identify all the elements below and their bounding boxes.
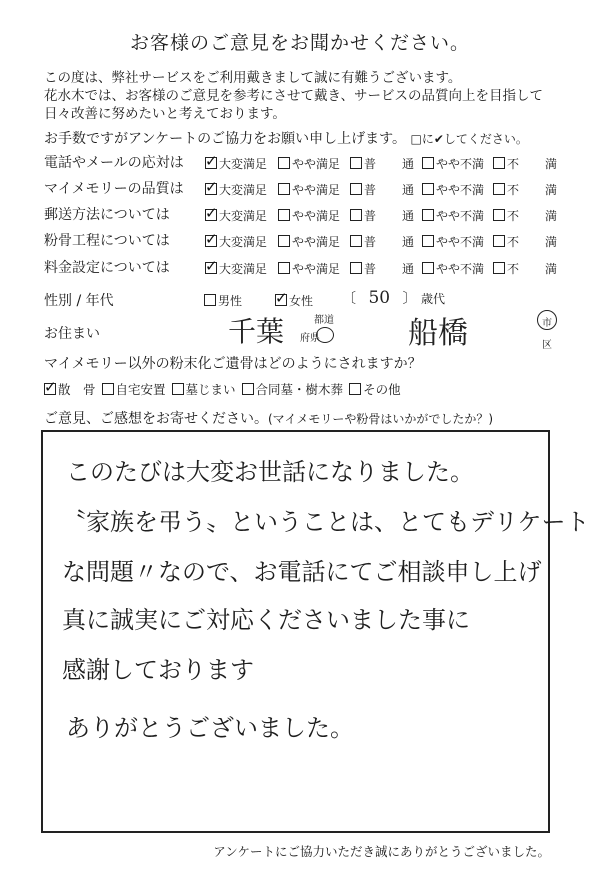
- option-label: 大変満足: [219, 262, 268, 276]
- check-hint: [411, 132, 528, 146]
- other-use-option-4[interactable]: [242, 382, 344, 397]
- survey-request-text: お手数ですがアンケートのご協力をお願い申し上げます。: [44, 131, 407, 147]
- option-label: 大変満足: [219, 183, 268, 197]
- checkbox[interactable]: [350, 235, 362, 247]
- hint-after: してください。: [443, 132, 528, 146]
- option-label: やや満足: [292, 157, 341, 171]
- check-mark-icon: ✓: [275, 289, 288, 307]
- hint-check-mark: ✔: [433, 132, 444, 146]
- male-checkbox[interactable]: [204, 294, 216, 306]
- checkbox[interactable]: [102, 383, 114, 395]
- female-label: 女性: [289, 294, 314, 308]
- checkbox[interactable]: [205, 204, 218, 222]
- row-3-option-3[interactable]: [350, 207, 376, 224]
- option-label: 普: [364, 209, 377, 223]
- option-label: 普: [364, 235, 377, 249]
- checkbox[interactable]: [422, 209, 434, 221]
- comment-line-3: な問題〃なので、お電話にてご相談申し上げ: [62, 558, 542, 586]
- row-label-4: 粉骨工程については: [44, 233, 170, 249]
- row-5-option-7: [545, 260, 557, 277]
- row-label-5: 料金設定については: [44, 260, 170, 276]
- row-5-option-6[interactable]: [493, 260, 519, 277]
- option-label: やや不満: [436, 235, 485, 249]
- row-5-option-4: [402, 260, 414, 277]
- option-label: 大変満足: [219, 235, 268, 249]
- other-use-option-5[interactable]: [349, 382, 401, 397]
- option-label: その他: [363, 382, 401, 397]
- city-suffix-bottom: 区: [542, 340, 552, 351]
- row-3-option-6[interactable]: [493, 207, 519, 224]
- row-label-2: マイメモリーの品質は: [44, 181, 184, 197]
- row-2-option-1[interactable]: [205, 178, 268, 198]
- checkbox[interactable]: [493, 183, 505, 195]
- female-checkbox[interactable]: [275, 289, 288, 307]
- male-label: 男性: [218, 294, 243, 308]
- row-2-option-7: [545, 181, 557, 198]
- gender-female[interactable]: [275, 289, 314, 309]
- city-suffix-top: 市: [542, 318, 552, 329]
- prefecture-value: 千葉: [228, 315, 285, 348]
- survey-title: お客様のご意見をお聞かせください。: [129, 32, 470, 54]
- option-label: 満: [545, 209, 558, 223]
- profile-label: 性別 / 年代: [44, 293, 114, 309]
- option-label: 大変満足: [219, 157, 268, 171]
- checkbox[interactable]: [493, 209, 505, 221]
- option-label: 満: [545, 157, 558, 171]
- row-1-option-1[interactable]: [205, 152, 268, 172]
- row-3-option-4: [402, 207, 414, 224]
- other-use-options: [44, 380, 407, 398]
- option-label: 満: [545, 183, 558, 197]
- checkbox[interactable]: [172, 383, 184, 395]
- other-use-question: マイメモリー以外の粉末化ご遺骨はどのようにされますか？: [44, 356, 422, 372]
- checkbox[interactable]: [205, 178, 218, 196]
- row-3-option-5[interactable]: [422, 207, 484, 224]
- checkbox[interactable]: [278, 262, 290, 274]
- row-label-3: 郵送方法については: [44, 207, 170, 223]
- row-2-option-4: [402, 181, 414, 198]
- option-label: やや不満: [436, 209, 485, 223]
- check-mark-icon: ✓: [44, 378, 57, 396]
- option-label: 不: [507, 262, 520, 276]
- option-label: やや満足: [292, 235, 341, 249]
- check-mark-icon: ✓: [205, 257, 218, 275]
- option-label: 通: [402, 157, 415, 171]
- checkbox[interactable]: [278, 183, 290, 195]
- row-2-option-6[interactable]: [493, 181, 519, 198]
- checkbox[interactable]: [205, 230, 218, 248]
- city-circle-mark: [537, 310, 557, 330]
- row-1-option-3[interactable]: [350, 155, 376, 172]
- checkbox[interactable]: [422, 262, 434, 274]
- option-label: やや不満: [436, 262, 485, 276]
- row-1-option-7: [545, 155, 557, 172]
- row-4-option-2[interactable]: [278, 233, 340, 250]
- checkbox[interactable]: [44, 378, 57, 396]
- survey-request: [44, 128, 528, 148]
- row-4-option-4: [402, 233, 414, 250]
- row-5-option-2[interactable]: [278, 260, 340, 277]
- footer-thanks: アンケートにご協力いただき誠にありがとうございました。: [213, 844, 550, 859]
- row-3-option-7: [545, 207, 557, 224]
- option-label: 墓じまい: [185, 382, 236, 397]
- option-label: 普: [364, 157, 377, 171]
- checkbox[interactable]: [422, 235, 434, 247]
- checkbox[interactable]: [350, 262, 362, 274]
- checkbox[interactable]: [278, 235, 290, 247]
- row-label-1: 電話やメールの応対は: [44, 155, 184, 171]
- checkbox[interactable]: [350, 209, 362, 221]
- row-5-option-1[interactable]: [205, 257, 268, 277]
- row-3-option-1[interactable]: [205, 204, 268, 224]
- checkbox[interactable]: [350, 157, 362, 169]
- comment-line-1: このたびは大変お世話になりました。: [66, 458, 474, 486]
- row-2-option-5[interactable]: [422, 181, 484, 198]
- option-label: やや満足: [292, 183, 341, 197]
- option-label: 通: [402, 183, 415, 197]
- city-value: 船橋: [408, 316, 468, 351]
- checkbox[interactable]: [493, 157, 505, 169]
- checkbox[interactable]: [422, 157, 434, 169]
- checkbox[interactable]: [278, 209, 290, 221]
- option-label: 不: [507, 183, 520, 197]
- row-1-option-2[interactable]: [278, 155, 340, 172]
- option-label: 通: [402, 235, 415, 249]
- checkbox[interactable]: [242, 383, 254, 395]
- row-1-option-6[interactable]: [493, 155, 519, 172]
- age-open-bracket: 〔: [342, 291, 356, 307]
- comment-line-6: ありがとうございました。: [66, 714, 354, 742]
- checkbox[interactable]: [493, 262, 505, 274]
- option-label: 普: [364, 183, 377, 197]
- row-4-option-1[interactable]: [205, 230, 268, 250]
- row-4-option-6[interactable]: [493, 233, 519, 250]
- check-mark-icon: ✓: [205, 178, 218, 196]
- comment-line-5: 感謝しております: [62, 656, 254, 684]
- row-4-option-7: [545, 233, 557, 250]
- option-label: 満: [545, 262, 558, 276]
- row-5-option-5[interactable]: [422, 260, 484, 277]
- hint-before: □に: [410, 132, 434, 146]
- option-label: 不: [507, 209, 520, 223]
- checkbox[interactable]: [278, 157, 290, 169]
- other-use-option-3[interactable]: [172, 382, 236, 397]
- other-use-option-1[interactable]: [44, 378, 96, 397]
- pref-suffix-text: 府県: [300, 333, 320, 344]
- row-4-option-3[interactable]: [350, 233, 376, 250]
- option-label: やや満足: [292, 262, 341, 276]
- comment-line-4: 真に誠実にご対応くださいました事に: [62, 606, 470, 634]
- option-label: 通: [402, 262, 415, 276]
- comment-line-2: 〝家族を弔う〟ということは、とてもデリケート: [62, 508, 590, 536]
- intro-line-3: 日々改善に努めたいと考えております。: [44, 106, 286, 122]
- checkbox[interactable]: [205, 152, 218, 170]
- check-mark-icon: ✓: [205, 152, 218, 170]
- pref-suffix-top: 都道: [314, 315, 334, 326]
- age-close-bracket: 〕: [402, 291, 417, 307]
- checkbox[interactable]: [493, 235, 505, 247]
- row-2-option-2[interactable]: [278, 181, 340, 198]
- gender-male[interactable]: [204, 292, 242, 309]
- intro-line-2: 花水木では、お客様のご意見を参考にさせて戴き、サービスの品質向上を目指して: [44, 88, 543, 104]
- option-label: 不: [507, 157, 520, 171]
- age-unit: 歳代: [421, 292, 446, 306]
- row-4-option-5[interactable]: [422, 233, 484, 250]
- age-field[interactable]: [342, 288, 445, 308]
- option-label: 普: [364, 262, 377, 276]
- option-label: 大変満足: [219, 209, 268, 223]
- option-label: 合同墓・樹木葬: [255, 382, 344, 397]
- check-mark-icon: ✓: [205, 230, 218, 248]
- row-1-option-5[interactable]: [422, 155, 484, 172]
- pref-circle-mark: [316, 327, 334, 343]
- row-3-option-2[interactable]: [278, 207, 340, 224]
- option-label: 不: [507, 235, 520, 249]
- option-label: やや満足: [292, 209, 341, 223]
- comments-heading-note: (マイメモリーや粉骨はいかがでしたか？): [268, 412, 494, 426]
- option-label: 通: [402, 209, 415, 223]
- option-label: 散 骨: [58, 382, 96, 397]
- option-label: 満: [545, 235, 558, 249]
- checkbox[interactable]: [349, 383, 361, 395]
- checkbox[interactable]: [205, 257, 218, 275]
- intro-line-1: この度は、弊社サービスをご利用戴きまして誠に有難うございます。: [44, 70, 462, 86]
- age-value: 50: [368, 288, 391, 308]
- row-5-option-3[interactable]: [350, 260, 376, 277]
- row-1-option-4: [402, 155, 414, 172]
- checkbox[interactable]: [422, 183, 434, 195]
- option-label: 自宅安置: [115, 382, 166, 397]
- option-label: やや不満: [436, 157, 485, 171]
- address-label: お住まい: [44, 326, 100, 342]
- checkbox[interactable]: [350, 183, 362, 195]
- comments-heading: [44, 408, 493, 428]
- option-label: やや不満: [436, 183, 485, 197]
- other-use-option-2[interactable]: [102, 382, 166, 397]
- check-mark-icon: ✓: [205, 204, 218, 222]
- row-2-option-3[interactable]: [350, 181, 376, 198]
- comments-heading-text: ご意見、ご感想をお寄せください。: [44, 411, 268, 427]
